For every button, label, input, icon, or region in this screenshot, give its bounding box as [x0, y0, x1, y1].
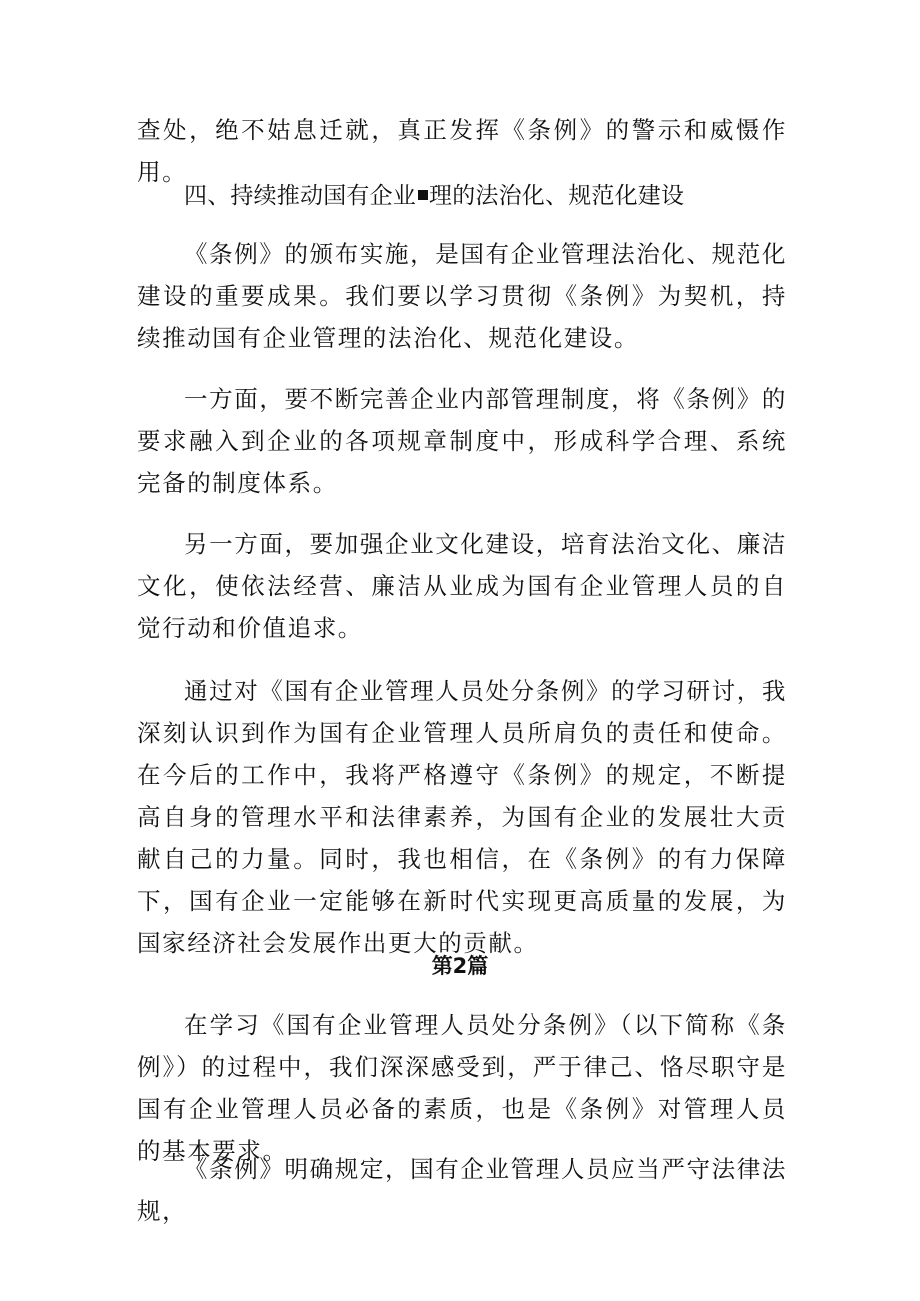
paragraph: 《条例》的颁布实施，是国有企业管理法治化、规范化建设的重要成果。我们要以学习贯彻《条例》为契机，持续推动国有企业管理的法治化、规范化建设。: [137, 240, 787, 352]
paragraph: 通过对《国有企业管理人员处分条例》的学习研讨，我深刻认识到作为国有企业管理人员所肩负的责任和使命。在今后的工作中，我将严格遵守《条例》的规定，不断提高自身的管理水平和法律素养，为国有企业的发展壮大贡献自己的力量。同时，我也相信，在《条例》的有力保障下，国有企业一定能够在新时代实现更高质量的发展，为国家经济社会发展作出更大的贡献。: [137, 677, 787, 957]
paragraph: 《条例》明确规定，国有企业管理人员应当严守法律法规，: [137, 1155, 787, 1225]
heading-text-end: 理的法治化、规范化建设: [429, 183, 685, 209]
section-title: 第2篇: [431, 954, 489, 978]
heading-text-start: 四、持续推动国有企业: [184, 183, 416, 209]
paragraph: 另一方面，要加强企业文化建设，培育法治文化、廉洁文化，使依法经营、廉洁从业成为国有企业管理人员的自觉行动和价值追求。: [137, 530, 787, 642]
paragraph: 在学习《国有企业管理人员处分条例》（以下简称《条例》）的过程中，我们深深感受到，严于律己、恪尽职守是国有企业管理人员必备的素质，也是《条例》对管理人员的基本要求。: [137, 1011, 787, 1165]
section-heading-4: [184, 176, 834, 216]
paragraph: 一方面，要不断完善企业内部管理制度，将《条例》的要求融入到企业的各项规章制度中，形成科学合理、系统完备的制度体系。: [137, 385, 787, 497]
redaction-block: [418, 190, 428, 200]
paragraph-continued: 查处，绝不姑息迁就，真正发挥《条例》的警示和威慑作用。: [137, 116, 787, 186]
